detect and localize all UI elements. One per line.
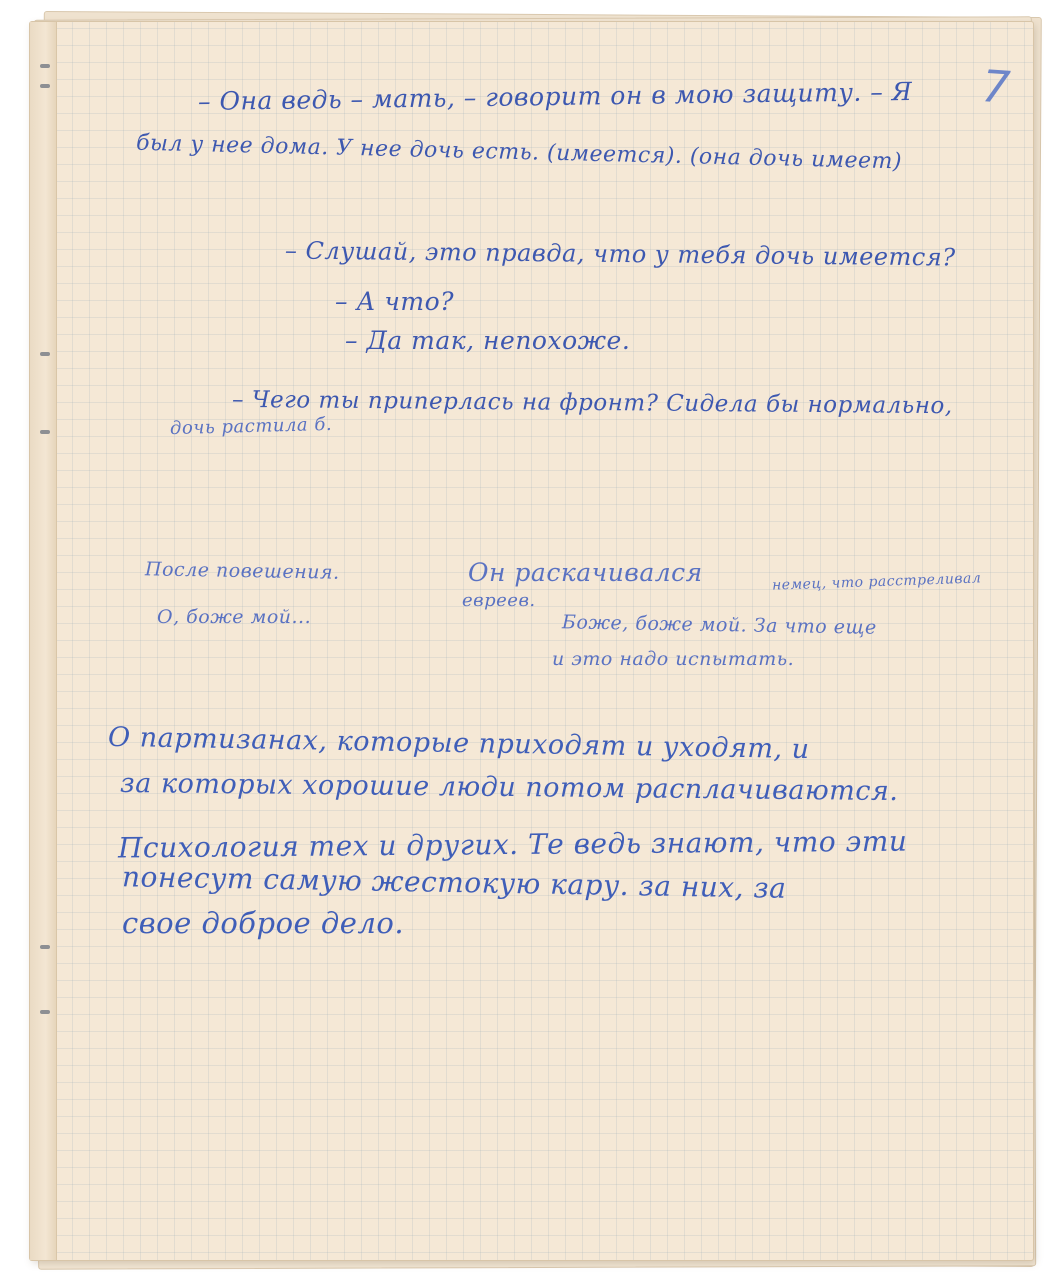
page-number: 7 — [980, 61, 1012, 114]
handwritten-line: – А что? — [335, 287, 455, 316]
page-spine — [30, 22, 57, 1260]
notebook-page — [30, 22, 1033, 1260]
staple — [40, 1010, 50, 1014]
handwritten-line: Психология тех и других. Те ведь знают, что эти — [117, 824, 908, 865]
staple — [40, 945, 50, 949]
handwritten-line: – Она ведь – мать, – говорит он в мою защиту. – Я — [197, 77, 913, 116]
handwritten-line: – Чего ты приперлась на фронт? Сидела бы нормально, — [231, 386, 953, 420]
staple — [40, 64, 50, 68]
staple — [40, 84, 50, 88]
handwritten-line: После повешения. — [144, 558, 340, 584]
handwritten-line: понесут самую жестокую кару. за них, за — [121, 860, 787, 905]
handwritten-line: Боже, боже мой. За что еще — [561, 611, 877, 639]
handwritten-line: и это надо испытать. — [552, 648, 795, 670]
handwritten-line: Он раскачивался — [468, 558, 703, 587]
handwritten-line: – Да так, непохоже. — [345, 326, 631, 355]
handwritten-line: свое доброе дело. — [122, 906, 405, 940]
handwritten-line: был у нее дома. У нее дочь есть. (имеется). (она дочь имеет) — [135, 130, 903, 175]
handwritten-line: евреев. — [462, 590, 536, 611]
handwritten-line: дочь растила б. — [169, 413, 333, 440]
staple — [40, 352, 50, 356]
handwritten-line: О, боже мой... — [157, 606, 312, 628]
handwritten-line: – Слушай, это правда, что у тебя дочь имеется? — [284, 236, 956, 272]
staple — [40, 430, 50, 434]
handwritten-line: немец, что расстреливал — [771, 570, 982, 594]
handwritten-line: О партизанах, которые приходят и уходят, и — [107, 721, 810, 766]
handwritten-line: за которых хорошие люди потом расплачиваются. — [119, 767, 899, 808]
